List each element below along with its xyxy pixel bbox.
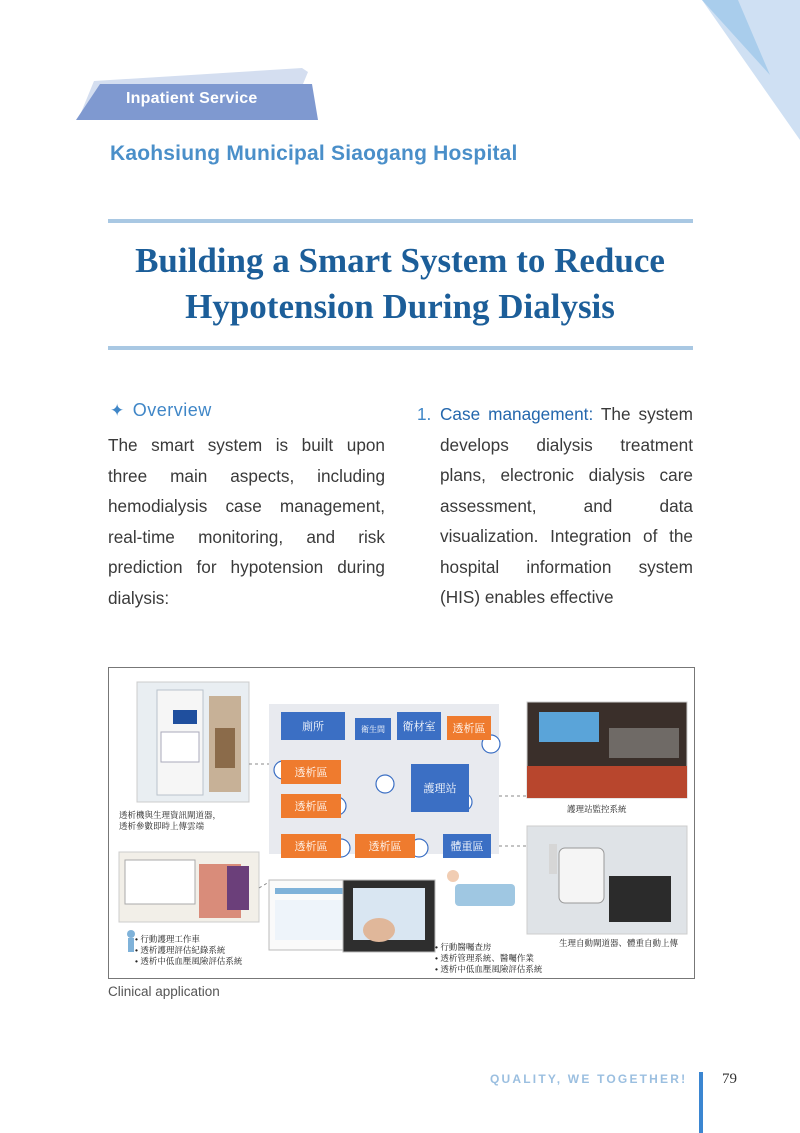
section-tab bbox=[76, 68, 322, 122]
label-station-monitor: 護理站監控系統 bbox=[567, 804, 627, 814]
figure-caption: Clinical application bbox=[108, 984, 220, 999]
title-rule-top bbox=[108, 219, 693, 223]
overview-heading-text: Overview bbox=[132, 400, 212, 420]
room-weighing: 體重區 bbox=[443, 834, 491, 858]
article-title bbox=[100, 238, 700, 330]
room-dialysis-left-2: 透析區 bbox=[281, 794, 341, 818]
list-item-body bbox=[440, 399, 693, 613]
corner-decoration bbox=[650, 0, 800, 150]
room-dialysis-top: 透析區 bbox=[447, 716, 491, 740]
room-nurse-station: 護理站 bbox=[411, 764, 469, 812]
list-item-lead: Case management: bbox=[440, 404, 594, 424]
room-dialysis-left-1: 透析區 bbox=[281, 760, 341, 784]
article-title-line2: Hypotension During Dialysis bbox=[185, 287, 615, 326]
overview-heading bbox=[110, 400, 212, 421]
hospital-name: Kaohsiung Municipal Siaogang Hospital bbox=[110, 142, 518, 165]
footer-slogan: QUALITY, WE TOGETHER! bbox=[490, 1072, 688, 1086]
list-item-number: 1. bbox=[417, 404, 432, 424]
section-tab-label: Inpatient Service bbox=[126, 90, 258, 107]
label-mobile-rounds: • 行動醫囑查房 • 透析管理系統、醫囑作業 • 透析中低血壓風險評估系統 bbox=[435, 942, 543, 974]
overview-paragraph: The smart system is built upon three main aspects, including hemodialysis case management, real-time monitoring, and risk prediction for hypotension during dialysis: bbox=[108, 435, 385, 608]
room-dialysis-bottom-2: 透析區 bbox=[355, 834, 415, 858]
room-toilet: 廁所 bbox=[281, 712, 345, 740]
clinical-application-figure bbox=[108, 667, 695, 979]
title-rule-bottom bbox=[108, 346, 693, 350]
label-auto-gateway: 生理自動閘道器、體重自動上傳 bbox=[559, 938, 679, 948]
page-number: 79 bbox=[722, 1071, 737, 1087]
label-machine-gateway: 透析機與生理資訊閘道器， 透析參數即時上傳雲端 bbox=[119, 810, 222, 831]
list-item-text: The system develops dialysis treatment plans, electronic dialysis care assessment, and data visualization. Integration of the hospital information system (HIS) enables effective bbox=[440, 404, 693, 607]
room-sanitation: 衛生間 bbox=[355, 718, 391, 740]
room-dialysis-bottom-1: 透析區 bbox=[281, 834, 341, 858]
footer-divider bbox=[699, 1072, 703, 1133]
list-item-case-management bbox=[417, 399, 693, 613]
room-supply: 衛材室 bbox=[397, 712, 441, 740]
label-mobile-cart: • 行動護理工作車 • 透析護理評估紀錄系統 • 透析中低血壓風險評估系統 bbox=[135, 934, 243, 966]
sparkle-star-icon: ✦ bbox=[110, 401, 125, 420]
article-title-line1: Building a Smart System to Reduce bbox=[135, 241, 665, 280]
